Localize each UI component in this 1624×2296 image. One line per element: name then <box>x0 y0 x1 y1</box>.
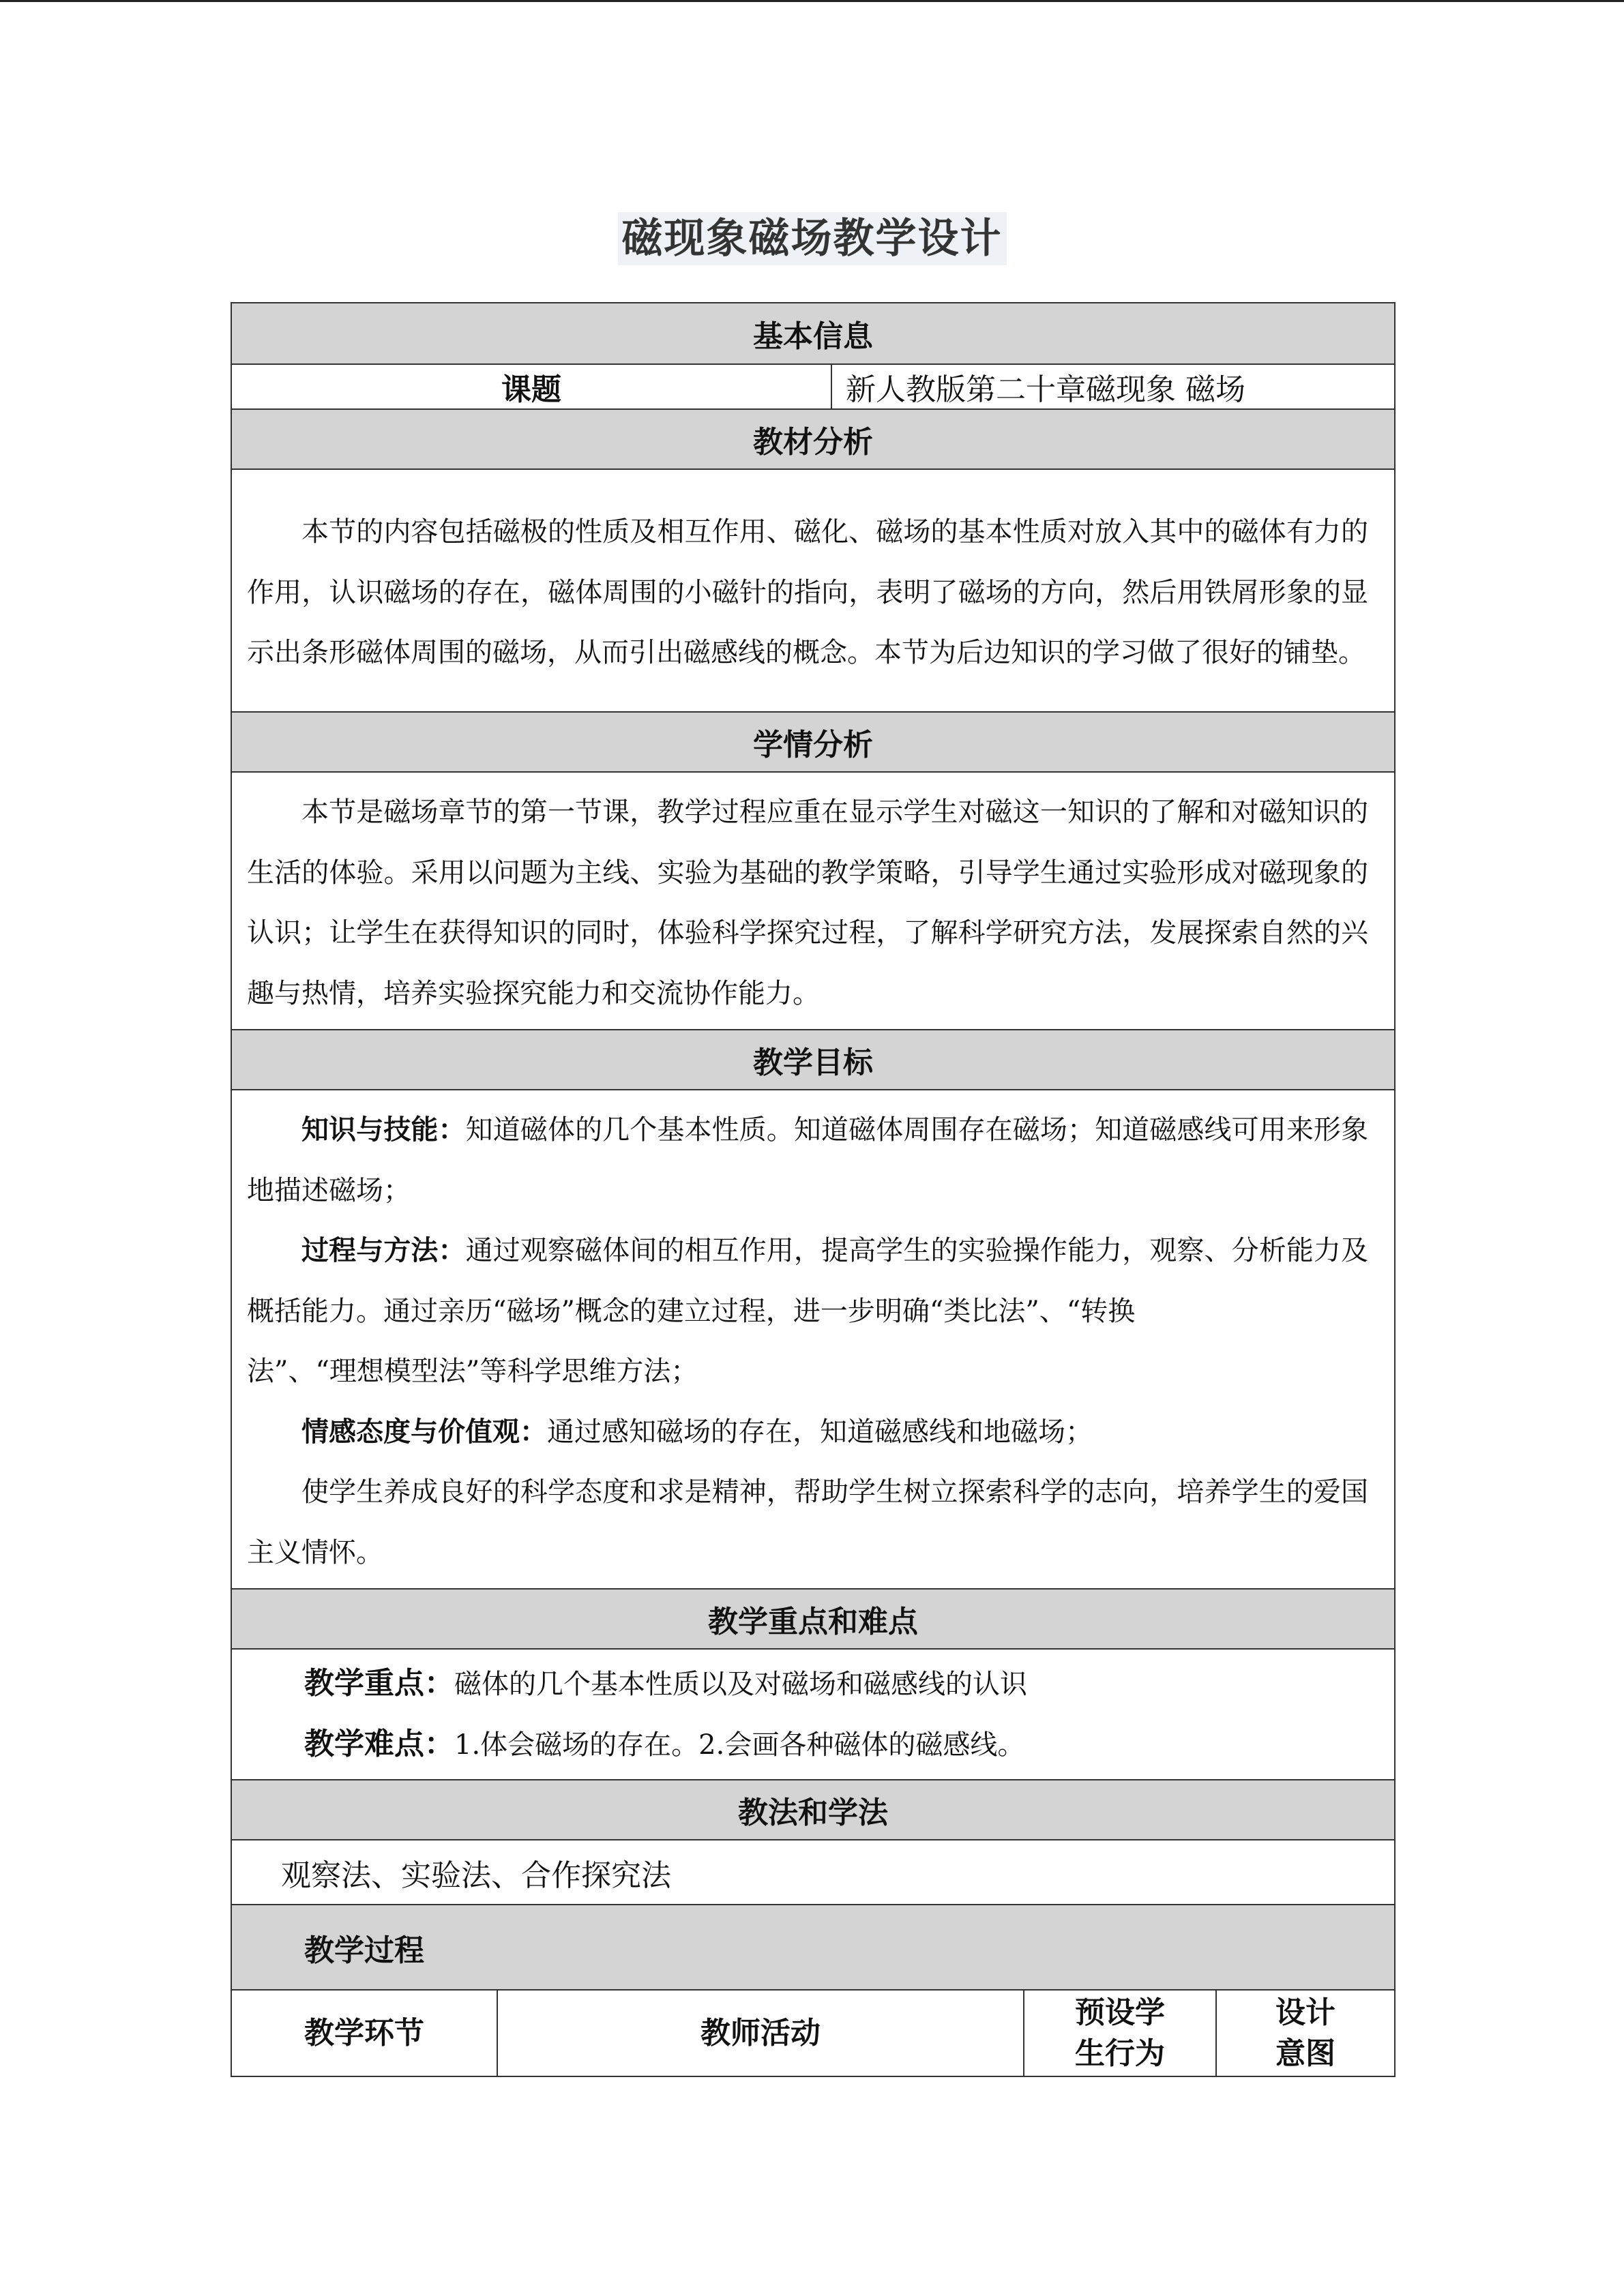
column-header-intent <box>1216 1990 1395 2076</box>
column-header-student-line2: 生行为 <box>1075 2036 1165 2071</box>
objective-process <box>247 1221 1368 1341</box>
student-analysis-text: 本节是磁场章节的第一节课，教学过程应重在显示学生对磁这一知识的了解和对磁知识的生活的体验。采用以问题为主线、实验为基础的教学策略，引导学生通过实验形成对磁现象的认识；让学生在获得知识的同时，体验科学探究过程，了解科学研究方法，发展探索自然的兴趣与热情，培养实验探究能力和交流协作能力。 <box>247 796 1369 1009</box>
teaching-focus <box>304 1654 1379 1714</box>
objective-process-label: 过程与方法： <box>301 1234 466 1266</box>
teaching-difficulty <box>304 1714 1379 1775</box>
teaching-focus-label: 教学重点： <box>304 1666 454 1701</box>
objective-emotion <box>247 1402 1368 1463</box>
objective-process-text-1: 通过观察磁体间的相互作用，提高学生的实验操作能力，观察、分析能力及概括能力。通过亲历“磁场”概念的建立过程，进一步明确“类比法”、“转换 <box>247 1235 1369 1327</box>
column-header-student-line1: 预设学 <box>1075 1995 1165 2030</box>
section-heading-objectives: 教学目标 <box>231 1030 1395 1090</box>
objective-emotion-text: 通过感知磁场的存在，知道磁感线和地磁场； <box>547 1416 1093 1448</box>
column-header-stage-text: 教学环节 <box>304 2015 424 2051</box>
objective-emotion-label: 情感态度与价值观： <box>301 1415 547 1448</box>
column-header-intent-line1: 设计 <box>1275 1995 1336 2030</box>
student-analysis-cell <box>231 772 1395 1030</box>
key-points-cell <box>231 1649 1395 1780</box>
objectives-cell <box>231 1090 1395 1589</box>
section-heading-methods: 教法和学法 <box>231 1780 1395 1840</box>
column-header-teacher <box>497 1990 1024 2076</box>
section-heading-material-analysis: 教材分析 <box>231 409 1395 469</box>
teaching-focus-text: 磁体的几个基本性质以及对磁场和磁感线的认识 <box>454 1669 1027 1700</box>
section-heading-basic-info: 基本信息 <box>231 303 1395 364</box>
section-heading-key-points: 教学重点和难点 <box>231 1589 1395 1649</box>
document-title <box>0 206 1624 271</box>
column-header-student <box>1024 1990 1216 2076</box>
teaching-difficulty-text: 1.体会磁场的存在。2.会画各种磁体的磁感线。 <box>454 1729 1025 1761</box>
column-header-stage <box>231 1990 497 2076</box>
topic-value: 新人教版第二十章磁现象 磁场 <box>831 364 1395 409</box>
column-header-intent-line2: 意图 <box>1275 2036 1336 2071</box>
page-top-border <box>0 0 1624 2</box>
topic-label: 课题 <box>231 364 831 409</box>
lesson-plan-table <box>231 302 1396 2077</box>
teaching-difficulty-label: 教学难点： <box>304 1727 454 1761</box>
objective-emotion-extra: 使学生养成良好的科学态度和求是精神，帮助学生树立探索科学的志向，培养学生的爱国主义情怀。 <box>247 1476 1369 1568</box>
objective-knowledge-text: 知道磁体的几个基本性质。知道磁体周围存在磁场；知道磁感线可用来形象地描述磁场； <box>247 1114 1369 1206</box>
methods-text: 观察法、实验法、合作探究法 <box>231 1840 1395 1905</box>
objective-knowledge <box>247 1100 1368 1221</box>
objective-knowledge-label: 知识与技能： <box>301 1114 466 1146</box>
column-header-teacher-text: 教师活动 <box>700 2015 821 2051</box>
objective-process-continued <box>247 1341 1368 1402</box>
material-analysis-text: 本节的内容包括磁极的性质及相互作用、磁化、磁场的基本性质对放入其中的磁体有力的作用，认识磁场的存在，磁体周围的小磁针的指向，表明了磁场的方向，然后用铁屑形象的显示出条形磁体周围的磁场，从而引出磁感线的概念。本节为后边知识的学习做了很好的铺垫。 <box>247 516 1369 669</box>
material-analysis-cell <box>231 469 1395 712</box>
section-heading-process: 教学过程 <box>231 1905 1395 1990</box>
objective-process-text-2: 法”、“理想模型法”等科学思维方法； <box>247 1356 698 1387</box>
document-title-text: 磁现象磁场教学设计 <box>618 212 1007 265</box>
section-heading-student-analysis: 学情分析 <box>231 712 1395 772</box>
